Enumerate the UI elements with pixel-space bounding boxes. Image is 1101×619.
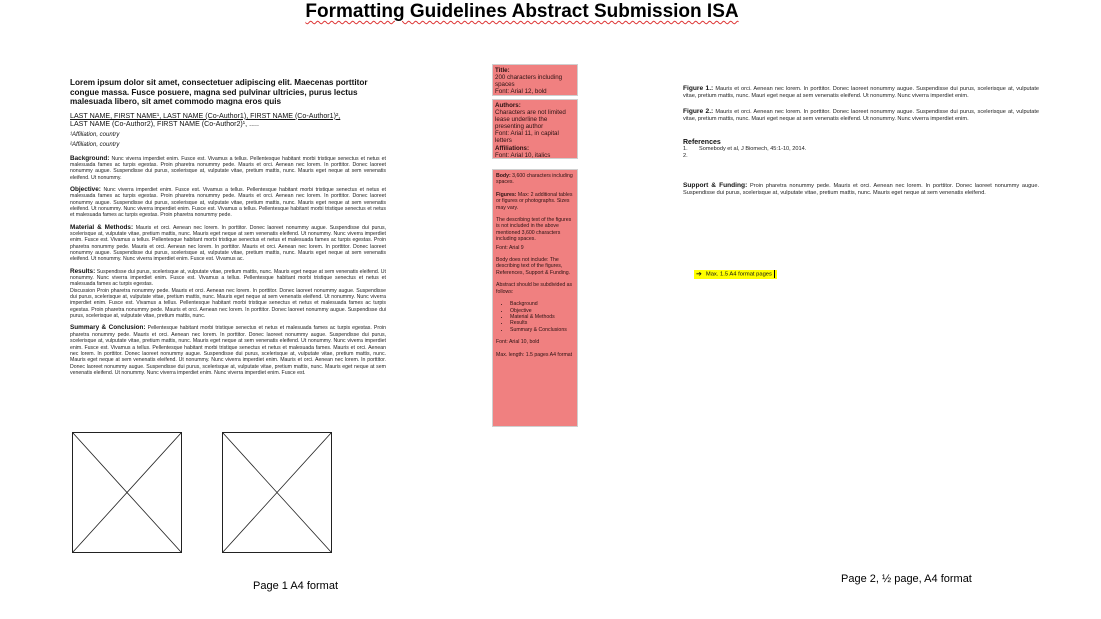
guide-body-font: Font: Arial 10, bold	[496, 339, 540, 346]
authors-block	[70, 112, 386, 129]
guide-figures: Figures: Max: 2 additional tables or figures or photographs. Sizes may vary.	[496, 191, 573, 211]
image-placeholder-icon	[223, 433, 331, 552]
authors-line-1: LAST NAME, FIRST NAME¹, LAST NAME (Co-Author1), FIRST NAME (Co-Author1)²,	[70, 111, 341, 120]
list-item: • Summary & Conclusions	[510, 327, 574, 333]
page-1-abstract	[70, 78, 386, 376]
references-heading: References	[683, 138, 721, 146]
figure-placeholder-1	[72, 432, 182, 553]
guide-body-chars: Body: 3,600 characters including spaces.	[496, 173, 573, 186]
section-methods: Material & Methods: Mauris et orci. Aenean nec lorem. In porttitor. Donec laoreet nonummy augue. Suspendisse dui purus, scelerisque at, vulputate vitae, pretium mattis, nunc. Mauris eget neque at sem venenatis eleifend. Ut nonummy. Nunc viverra imperdiet enim. Fusce est. Vivamus a tellus. Pellentesque habitant morbi tristique senectus et netus et malesuada fames ac turpis egestas. Proin pharetra nonummy pede. Mauris et orci. Aenean nec lorem. In porttitor. Mauris et orci. Aenean nec lorem. In porttitor. Donec laoreet nonummy augue. Suspendisse dui purus, scelerisque at, vulputate vitae, pretium mattis, nunc. Mauris eget neque at sem venenatis eleifend. Ut nonummy. Nunc viverra imperdiet enim. Fusce est. Vivamus ac.	[70, 223, 387, 263]
page-2-caption: Page 2, ½ page, A4 format	[841, 573, 972, 585]
guide-max-length: Max. length: 1.5 pages A4 format	[496, 351, 573, 358]
abstract-heading: Lorem ipsum dolor sit amet, consectetuer adipiscing elit. Maecenas porttitor congue massa. Fusce posuere, magna sed pulvinar ultricies, purus lectus malesuada libero, sit amet commodo magna eros quis	[70, 78, 368, 107]
figure-1-caption: Figure 1.: Mauris et orci. Aenean nec lorem. In porttitor. Donec laoreet nonummy augue. Suspendisse dui purus, scelerisque at, vulputate vitae, pretium mattis, nunc. Mauri eget neque at sem venenatis eleifend. Ut nonummy. Nunc viverra imperdiet enim.	[683, 85, 1039, 99]
arrow-right-icon: ➔	[696, 270, 702, 278]
affiliation-1: ¹Affiliation, country	[70, 131, 120, 138]
guide-authors-box: Authors: Characters are not limited lease underline the presenting author Font: Arial 11, in capital letters Affiliations: Font: Arial 10, italics	[492, 99, 578, 159]
list-item: • Objective	[510, 308, 574, 314]
guide-describing-text: The describing text of the figures is not included in the above mentioned 3,600 characters including spaces.	[496, 217, 572, 243]
document-title: Formatting Guidelines Abstract Submission ISA	[305, 1, 739, 22]
section-objective: Objective: Nunc viverra imperdiet enim. Fusce est. Vivamus a tellus. Pellentesque habitant morbi tristique senectus et netus et malesuada fames ac turpis egestas. Proin pharetra nonummy pede. Mauris et orci. Aenean nec lorem. In porttitor. Donec laoreet nonummy augue. Suspendisse dui purus, scelerisque at, vulputate vitae, pretium mattis, nunc. Mauris eget neque at sem venenatis eleifend. Ut nonummy. Nunc viverra imperdiet enim. Fusce est. Vivamus a tellus. Pellentesque habitant morbi tristique senectus et netus et malesuada fames ac turpis egestas. Proin pharetra nonummy pede.	[70, 185, 386, 219]
section-results: Results: Suspendisse dui purus, scelerisque at, vulputate vitae, pretium mattis, nunc. Mauris eget neque at sem venenatis eleifend. Ut nonummy. Nunc viverra imperdiet enim. Fusce est. Vivamus a tellus. Pellentesque habitant morbi tristique senectus et netus et malesuada fames ac turpis egestas. Discussion Proin pharetra nonummy pede. Mauris et orci. Aenean nec lorem. In porttitor. Donec laoreet nonummy augue. Suspendisse dui purus, scelerisque at, vulputate vitae, pretium mattis, nunc. Mauris eget neque at sem venenatis eleifend. Ut nonummy. Nunc viverra imperdiet enim. Fusce est. Vivamus a tellus. Pellentesque habitant morbi tristique senectus et netus et malesuada fames ac turpis egestas. Proin pharetra nonummy pede. Mauris et orci. Aenean nec lorem. In porttitor. Donec laoreet nonummy augue. Suspendisse dui purus, scelerisque at, vulputate vitae, pretium mattis, nunc.	[70, 267, 386, 320]
reference-2: 2.	[683, 153, 688, 160]
list-item: • Results	[510, 320, 574, 326]
guide-title-box: Title: 200 characters including spaces Font: Arial 12, bold	[492, 64, 578, 96]
figure-placeholder-2	[222, 432, 332, 553]
page-2	[683, 86, 1039, 206]
section-summary: Summary & Conclusion: Pellentesque habitant morbi tristique senectus et netus et malesuada fames ac turpis egestas. Proin pharetra nonummy pede. Mauris et orci. Aenean nec lorem. In porttitor. Donec laoreet nonummy augue. Suspendisse dui purus, scelerisque at, vulputate vitae, pretium mattis, nunc. Mauris eget neque at sem venenatis eleifend. Ut nonummy. Nunc viverra imperdiet enim. Fusce est. Vivamus a tellus. Pellentesque habitant morbi tristique senectus et netus et malesuada fames. Mauris et orci. Aenean nec lorem. In porttitor. Donec laoreet nonummy augue. Suspendisse dui purus, scelerisque at, vulputate vitae, pretium mattis, nunc. Mauris eget neque at sem venenatis eleifend. Ut nonummy. Nunc viverra imperdiet enim. Mauris et orci. Aenean nec lorem. In porttitor. Donec laoreet nonummy augue. Suspendisse dui purus, scelerisque at, vulputate vitae, pretium mattis, nunc. Mauris eget neque at sem venenatis eleifend. Ut nonummy. Nunc viverra imperdiet enim. Nunc viverra imperdiet enim. Fusce est.	[70, 324, 386, 376]
page-1-caption: Page 1 A4 format	[253, 580, 338, 592]
image-placeholder-icon	[73, 433, 181, 552]
text-cursor	[774, 270, 775, 278]
guide-subdivide: Abstract should be subdivided as follows:	[496, 282, 573, 295]
list-item: • Material & Methods	[510, 314, 574, 320]
guide-body-exclusions: Body does not include: The describing text of the figures, References, Support & Funding.	[496, 257, 571, 276]
guide-section-list	[496, 301, 574, 333]
guide-describing-font: Font: Arial 9	[496, 244, 524, 251]
figure-2-caption: Figure 2.: Mauris et orci. Aenean nec lorem. In porttitor. Donec laoreet nonummy augue. Suspendisse dui purus, scelerisque at, vulputate vitae, pretium mattis, nunc. Mauri eget neque at sem venenatis eleifend. Ut nonummy. Nunc viverra imperdiet enim.	[683, 108, 1039, 123]
list-item: • Background	[510, 301, 574, 307]
affiliation-2: ²Affiliation, country	[70, 141, 120, 148]
guide-body-box	[492, 169, 578, 427]
authors-line-2: LAST NAME (Co-Author2), FIRST NAME (Co-Author2)¹, .....	[70, 120, 259, 129]
support-funding: Support & Funding: Proin pharetra nonummy pede. Mauris et orci. Aenean nec lorem. In porttitor. Donec laoreet nonummy augue. Suspendisse dui purus, scelerisque at, vulputate vitae, pretium mattis, nunc. Mauris eget neque at sem venenatis eleifend.	[683, 182, 1040, 196]
section-background: Background: Nunc viverra imperdiet enim. Fusce est. Vivamus a tellus. Pellentesque habitant morbi tristique senectus et netus et malesuada fames ac turpis egestas. Proin pharetra nonummy pede. Mauris et orci. Aenean nec lorem. In porttitor. Donec laoreet nonummy augue. Suspendisse dui purus, scelerisque at, vulputate vitae, pretium mattis, nunc. Mauris eget neque at sem venenatis eleifend. Ut nonummy.	[70, 154, 386, 181]
reference-1: 1. Somebody et al, J Biomech, 45:1-10, 2014.	[683, 145, 807, 152]
discussion-text: Discussion Proin pharetra nonummy pede. Mauris et orci. Aenean nec lorem. In porttitor. Donec laoreet nonummy augue. Suspendisse dui purus, scelerisque at, vulputate vitae, pretium mattis, nunc. Mauris eget neque at sem venenatis eleifend. Ut nonummy. Nunc viverra imperdiet enim. Fusce est. Vivamus a tellus. Pellentesque habitant morbi tristique senectus et netus et malesuada fames ac turpis egestas. Proin pharetra nonummy pede. Mauris et orci. Aenean nec lorem. In porttitor. Donec laoreet nonummy augue. Suspendisse dui purus, scelerisque at, vulputate vitae, pretium mattis, nunc.	[70, 287, 386, 320]
max-length-note[interactable]: ➔ Max. 1.5 A4 format pages	[694, 270, 777, 279]
